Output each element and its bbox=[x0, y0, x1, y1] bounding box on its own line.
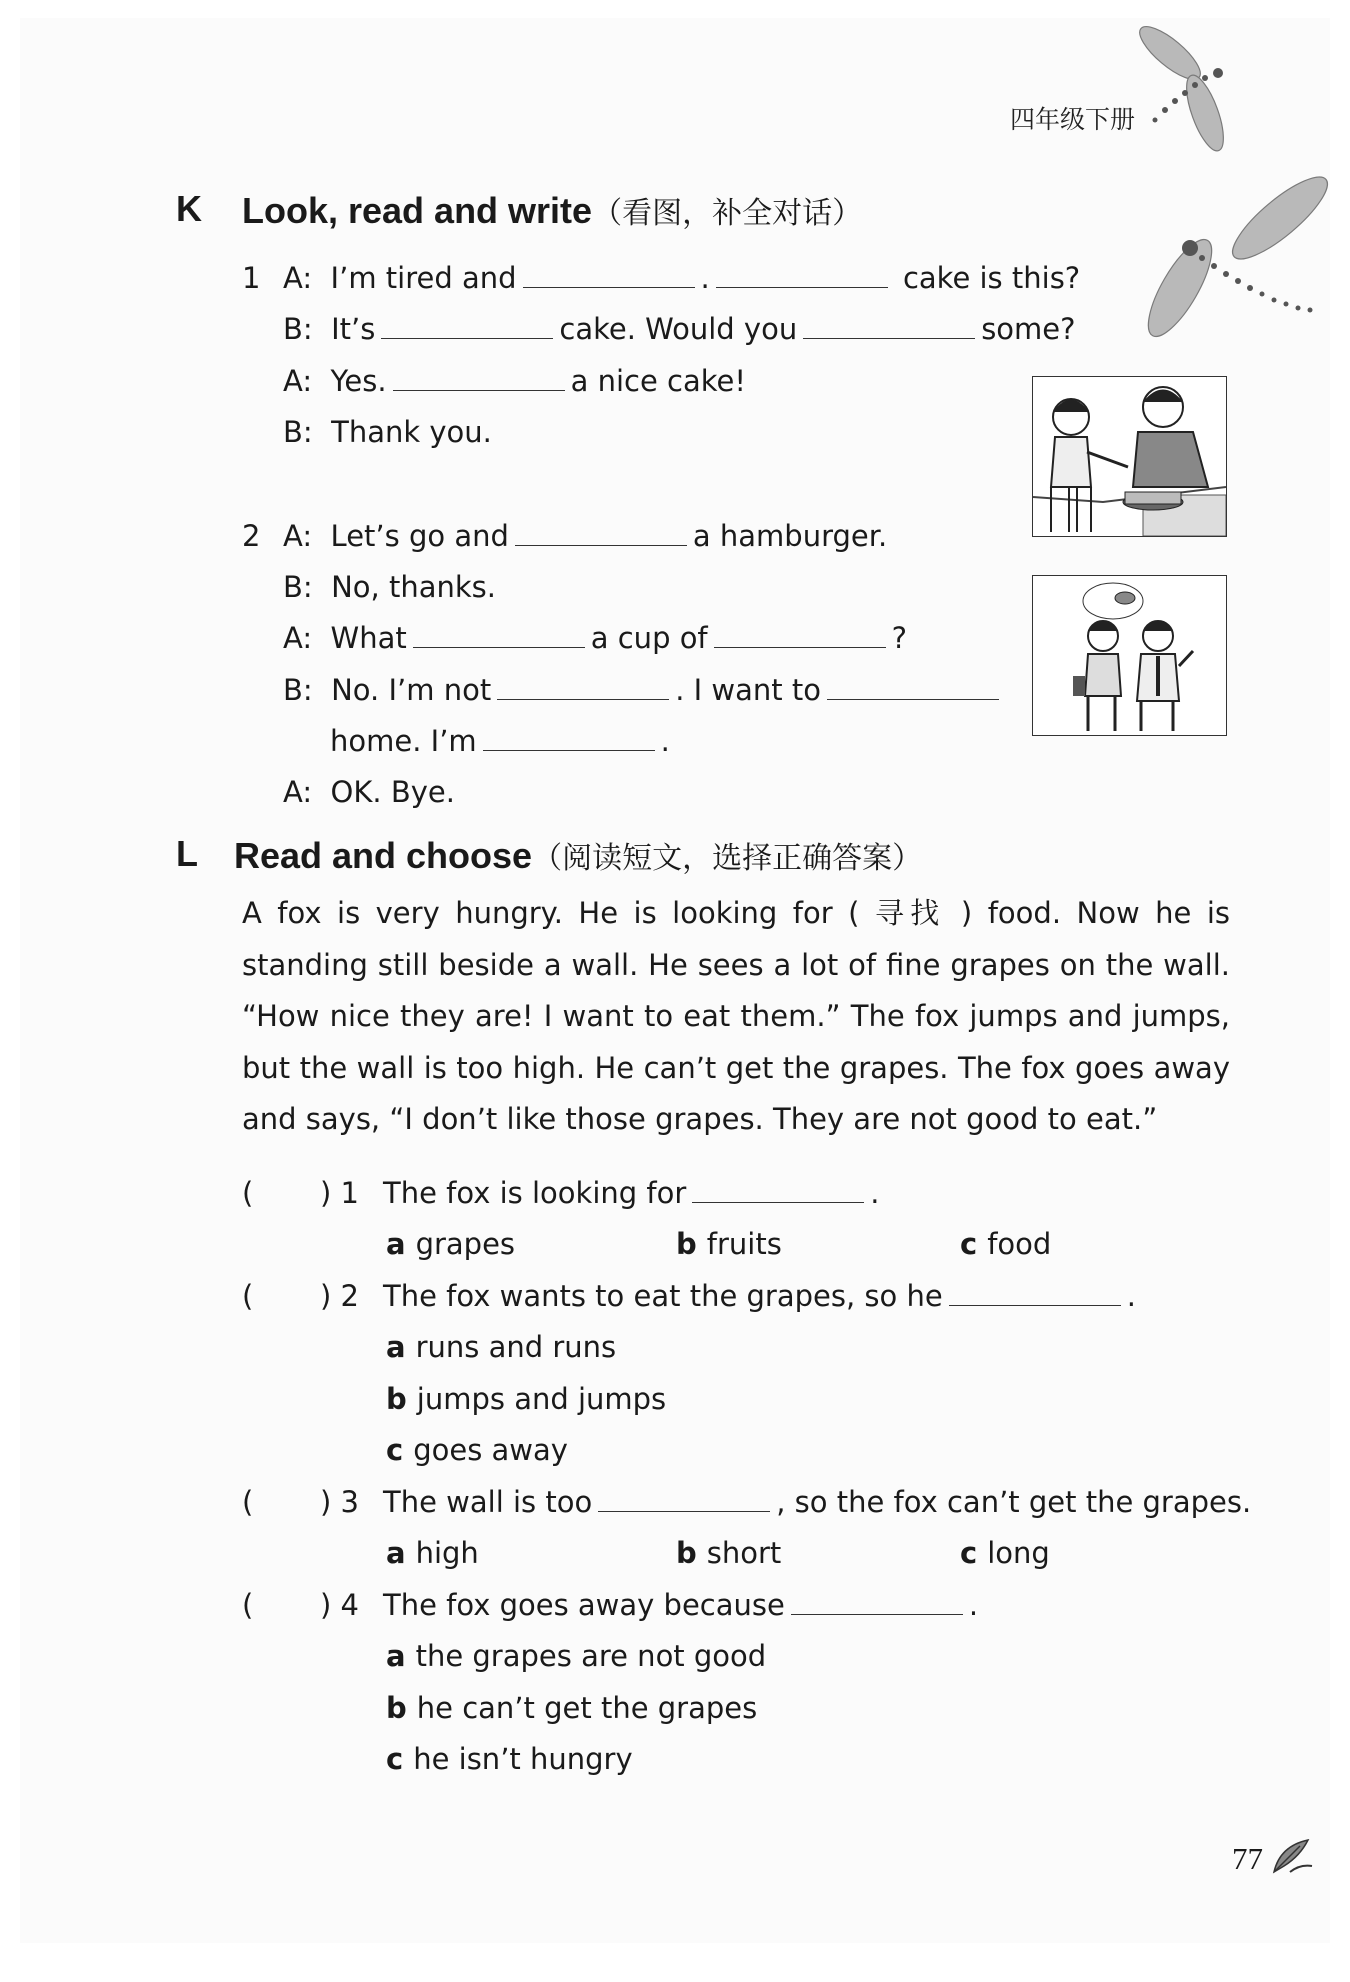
question-number: 1 bbox=[242, 261, 261, 295]
answer-blank[interactable] bbox=[483, 724, 655, 751]
answer-paren[interactable]: ( bbox=[242, 1176, 254, 1210]
option[interactable]: b short bbox=[676, 1536, 782, 1570]
answer-blank[interactable] bbox=[515, 519, 687, 546]
section-subtitle: （阅读短文，选择正确答案） bbox=[532, 842, 923, 875]
option[interactable]: c he isn’t hungry bbox=[386, 1742, 633, 1776]
option[interactable]: c food bbox=[960, 1227, 1052, 1261]
boys-with-hamburger-illustration bbox=[1032, 575, 1227, 736]
question-stem: The wall is too , so the fox can’t get the grapes. bbox=[383, 1485, 1252, 1519]
answer-blank[interactable] bbox=[827, 673, 999, 700]
answer-blank[interactable] bbox=[413, 621, 585, 648]
option[interactable]: c long bbox=[960, 1536, 1050, 1570]
dialogue-line: A: What a cup of ? bbox=[283, 621, 908, 655]
leaf-icon bbox=[1270, 1836, 1314, 1876]
option[interactable]: a runs and runs bbox=[386, 1330, 617, 1364]
section-title bbox=[234, 833, 922, 877]
grade-label: 四年级下册 bbox=[1010, 105, 1136, 134]
answer-paren[interactable]: ( bbox=[242, 1485, 254, 1519]
page-number: 77 bbox=[1232, 1841, 1263, 1876]
section-title bbox=[242, 188, 862, 232]
section-letter: L bbox=[176, 833, 198, 874]
answer-blank[interactable] bbox=[803, 312, 975, 339]
answer-blank[interactable] bbox=[381, 312, 553, 339]
option[interactable]: b fruits bbox=[676, 1227, 782, 1261]
question-number: ) 1 bbox=[320, 1176, 359, 1210]
answer-blank[interactable] bbox=[497, 673, 669, 700]
question-number: ) 2 bbox=[320, 1279, 359, 1313]
reading-passage: A fox is very hungry. He is looking for ( 寻找 ) food. Now he is standing still beside a wall. He sees a lot of fine grapes on the wall. “How nice they are! I want to eat them.” The fox jumps and jumps, but the wall is too high. He can’t get the grapes. The fox goes away and says, “I don’t like those grapes. They are not good to eat.” bbox=[242, 896, 1230, 1136]
dialogue-line: B: No, thanks. bbox=[283, 570, 497, 604]
dialogue-line: A: I’m tired and . cake is this? bbox=[283, 261, 1081, 295]
question-number: 2 bbox=[242, 519, 261, 553]
dialogue-line: A: OK. Bye. bbox=[283, 775, 455, 809]
option[interactable]: a high bbox=[386, 1536, 479, 1570]
boys-with-cake-illustration bbox=[1032, 376, 1227, 537]
workbook-page bbox=[20, 18, 1330, 1943]
question-number: ) 4 bbox=[320, 1588, 359, 1622]
dialogue-line: home. I’m . bbox=[330, 724, 670, 758]
dialogue-line: B: No. I’m not . I want to bbox=[283, 670, 1005, 710]
answer-blank[interactable] bbox=[523, 261, 695, 288]
option[interactable]: c goes away bbox=[386, 1433, 568, 1467]
dialogue-line: A: Yes. a nice cake! bbox=[283, 364, 746, 398]
answer-blank[interactable] bbox=[949, 1279, 1121, 1306]
answer-blank[interactable] bbox=[791, 1588, 963, 1615]
answer-blank[interactable] bbox=[393, 364, 565, 391]
option[interactable]: b jumps and jumps bbox=[386, 1382, 667, 1416]
option[interactable]: a grapes bbox=[386, 1227, 516, 1261]
dialogue-line: B: It’s cake. Would you some? bbox=[283, 312, 1076, 346]
answer-blank[interactable] bbox=[598, 1485, 770, 1512]
answer-blank[interactable] bbox=[714, 621, 886, 648]
dialogue-line: B: Thank you. bbox=[283, 415, 492, 449]
question-stem: The fox wants to eat the grapes, so he . bbox=[383, 1279, 1136, 1313]
section-title-text: Read and choose bbox=[234, 835, 533, 876]
dialogue-line: A: Let’s go and a hamburger. bbox=[283, 519, 888, 553]
option[interactable]: a the grapes are not good bbox=[386, 1639, 767, 1673]
dragonfly-decoration bbox=[1130, 18, 1330, 348]
section-letter: K bbox=[176, 188, 202, 229]
option[interactable]: b he can’t get the grapes bbox=[386, 1691, 758, 1725]
answer-blank[interactable] bbox=[692, 1176, 864, 1203]
section-subtitle: （看图，补全对话） bbox=[592, 197, 863, 230]
answer-paren[interactable]: ( bbox=[242, 1588, 254, 1622]
question-stem: The fox goes away because . bbox=[383, 1588, 979, 1622]
question-number: ) 3 bbox=[320, 1485, 359, 1519]
section-title-text: Look, read and write bbox=[242, 190, 593, 231]
question-stem: The fox is looking for . bbox=[383, 1176, 880, 1210]
answer-blank[interactable] bbox=[716, 261, 888, 288]
answer-paren[interactable]: ( bbox=[242, 1279, 254, 1313]
